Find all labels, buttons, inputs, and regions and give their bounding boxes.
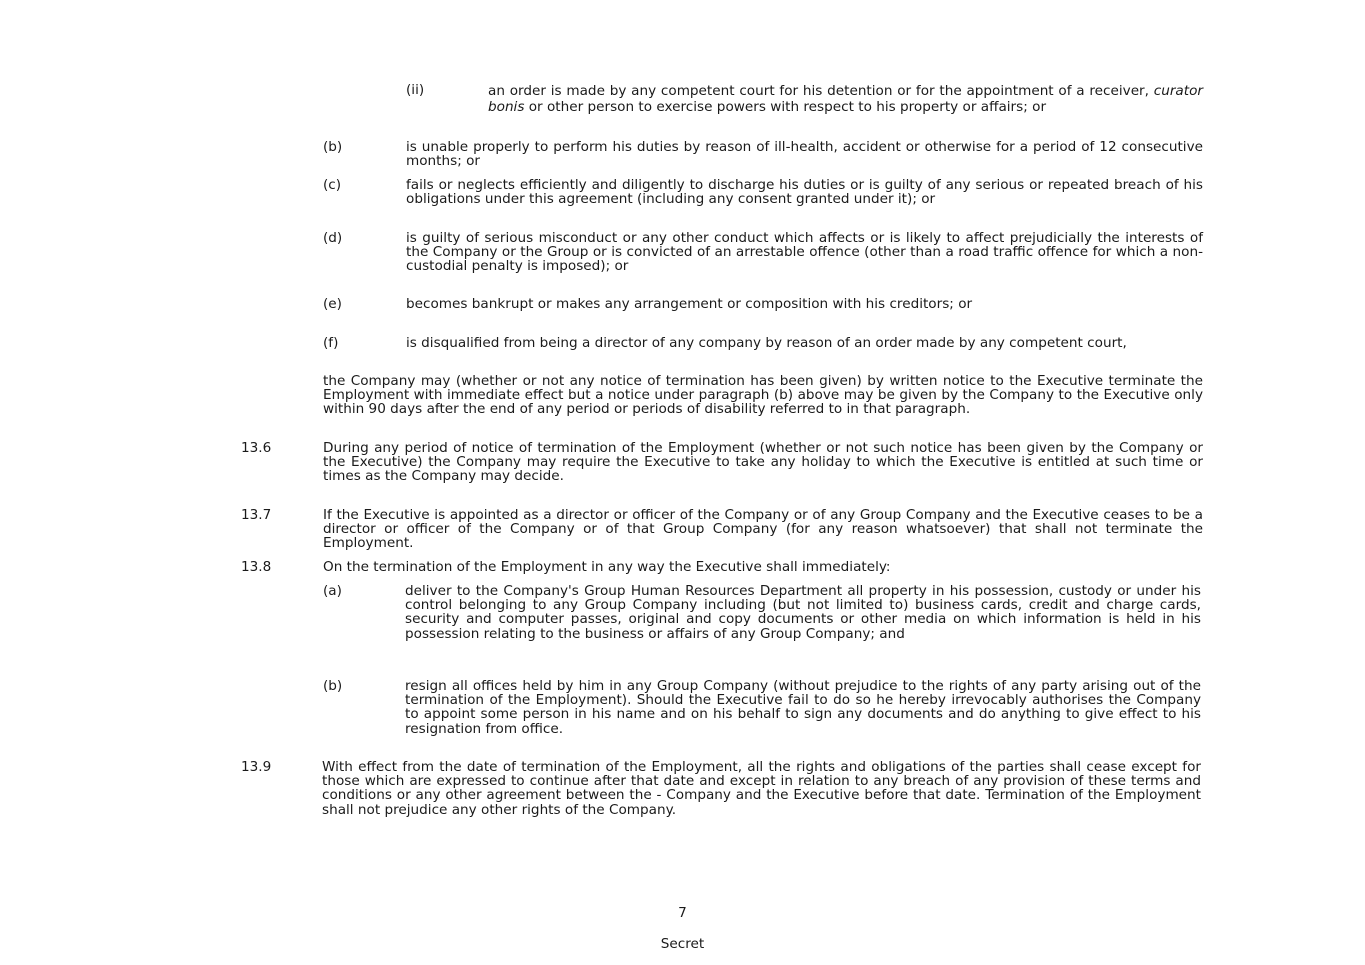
- list-item-text: is disqualified from being a director of any company by reason of an order made by any competent court,: [406, 335, 1127, 351]
- list-item-label: (a): [323, 583, 342, 599]
- page-number: 7: [678, 905, 687, 921]
- clause-continuation: the Company may (whether or not any notice of termination has been given) by written notice to the Executive terminate the Employment with immediate effect but a notice under paragraph (b) above may be given by the Company to the Executive only within 90 days after the end of any period or periods of disability referred to in that paragraph.: [323, 373, 1203, 418]
- clause-text: With effect from the date of termination of the Employment, all the rights and obligations of the parties shall cease except for those which are expressed to continue after that date and except in relation to any breach of any provision of these terms and conditions or any other agreement between the - Company and the Executive before that date. Termination of the Employment shall not prejudice any other rights of the Company.: [322, 759, 1201, 818]
- list-item-text: becomes bankrupt or makes any arrangement or composition with his creditors; or: [406, 296, 973, 312]
- clause-text: On the termination of the Employment in any way the Executive shall immediately:: [323, 559, 891, 575]
- clause-number: 13.6: [241, 440, 272, 456]
- list-item-label: (e): [323, 296, 342, 312]
- sub-item-text: an order is made by any competent court for his detention or for the appointment of a receiver, curator bonis or other person to exercise powers with respect to his property or affairs; or: [488, 83, 1203, 115]
- clause-text: If the Executive is appointed as a director or officer of the Company or of any Group Company and the Executive ceases to be a director or officer of the Company or of that Group Company (for any reason whatsoever) that shall not terminate the Employment.: [323, 507, 1203, 552]
- list-item-label: (f): [323, 335, 339, 351]
- clause-number: 13.7: [241, 507, 272, 523]
- sub-item-label: (ii): [406, 82, 425, 98]
- clause-number: 13.8: [241, 559, 272, 575]
- clause-number: 13.9: [241, 759, 272, 775]
- clause-text: During any period of notice of termination of the Employment (whether or not such notice has been given by the Company or the Executive) the Company may require the Executive to take any holiday to which the Executive is entitled at such time or times as the Company may decide.: [323, 440, 1203, 485]
- list-item-text: deliver to the Company's Group Human Resources Department all property in his possession, custody or under his control belonging to any Group Company including (but not limited to) business cards, credit and charge cards, security and computer passes, original and copy documents or other media on which information is held in his possession relating to the business or affairs of any Group Company; and: [405, 583, 1201, 642]
- classification-label: Secret: [660, 936, 705, 952]
- list-item-text: resign all offices held by him in any Group Company (without prejudice to the rights of any party arising out of the termination of the Employment). Should the Executive fail to do so he hereby irrevocably authorises the Company to appoint some person in his name and on his behalf to sign any documents and do anything to give effect to his resignation from office.: [405, 678, 1201, 737]
- list-item-label: (d): [323, 230, 343, 246]
- list-item-label: (b): [323, 139, 343, 155]
- list-item-text: fails or neglects efficiently and diligently to discharge his duties or is guilty of any serious or repeated breach of his obligations under this agreement (including any consent granted under it); or: [406, 177, 1203, 208]
- list-item-label: (c): [323, 177, 342, 193]
- list-item-text: is guilty of serious misconduct or any other conduct which affects or is likely to affect prejudicially the interests of the Company or the Group or is convicted of an arrestable offence (other than a road traffic offence for which a non-custodial penalty is imposed); or: [406, 230, 1203, 275]
- list-item-label: (b): [323, 678, 343, 694]
- latin-term: curator bonis: [488, 83, 1203, 115]
- list-item-text: is unable properly to perform his duties by reason of ill-health, accident or otherwise for a period of 12 consecutive months; or: [406, 139, 1203, 170]
